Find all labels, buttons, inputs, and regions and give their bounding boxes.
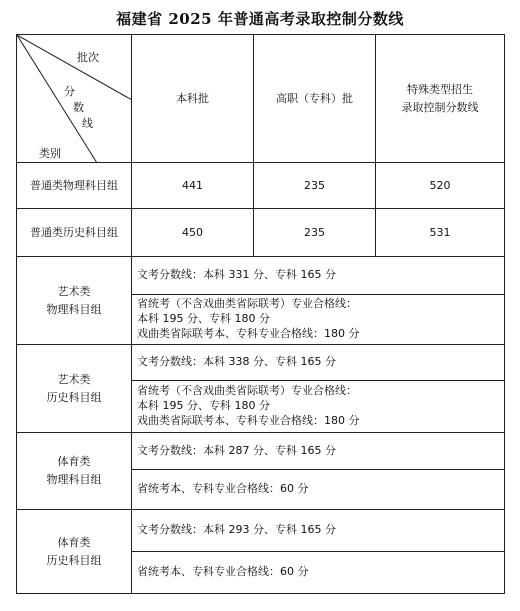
header-row [17,35,505,163]
table-row [17,163,505,209]
table-row [17,345,505,381]
prof-line: 省统考（不含戏曲类省际联考）专业合格线： [137,384,357,398]
header-benke: 本科批 [132,35,254,163]
special-category-line1: 艺术类 [57,284,91,298]
professional-score-line: 省统考本、专科专业合格线：60 分 [132,470,505,510]
diag-label-batch: 批次 [77,51,99,64]
row-category: 普通类物理科目组 [17,163,132,209]
header-teshu [376,35,505,163]
header-teshu-line1: 特殊类型招生 [407,82,473,96]
professional-score-lines [132,381,505,433]
culture-score-line: 文考分数线：本科 331 分、专科 165 分 [132,257,505,295]
prof-line: 本科 195 分、专科 180 分 [137,399,270,413]
prof-line: 本科 195 分、专科 180 分 [137,312,270,326]
special-category-line1: 艺术类 [57,372,91,386]
diag-label-fen: 分 [64,85,75,98]
special-category-line2: 历史科目组 [46,553,102,567]
table-row [17,257,505,295]
special-category-line1: 体育类 [57,535,91,549]
special-category [17,510,132,594]
special-category [17,433,132,510]
special-category-line1: 体育类 [57,455,91,469]
culture-score-line: 文考分数线：本科 287 分、专科 165 分 [132,433,505,470]
row-category: 普通类历史科目组 [17,209,132,257]
diag-label-xian: 线 [82,117,93,130]
row-teshu-score: 531 [376,209,505,257]
prof-line: 戏曲类省际联考本、专科专业合格线：180 分 [137,326,360,340]
special-category-line2: 物理科目组 [46,473,102,486]
diag-label-shu: 数 [73,101,84,114]
page-title: 福建省 2025 年普通高考录取控制分数线 [116,10,404,28]
row-gaozhi-score: 235 [254,163,376,209]
culture-score-line: 文考分数线：本科 338 分、专科 165 分 [132,345,505,381]
score-table [16,34,505,594]
row-benke-score: 450 [132,209,254,257]
prof-line: 戏曲类省际联考本、专科专业合格线：180 分 [137,413,360,427]
header-teshu-line2: 录取控制分数线 [401,100,479,114]
professional-score-line: 省统考本、专科专业合格线：60 分 [132,552,505,594]
special-category-line2: 历史科目组 [46,390,102,404]
row-gaozhi-score: 235 [254,209,376,257]
special-category [17,257,132,345]
header-gaozhi: 高职（专科）批 [254,35,376,163]
row-teshu-score: 520 [376,163,505,209]
table-row [17,209,505,257]
table-row [17,510,505,552]
professional-score-lines [132,295,505,345]
culture-score-line: 文考分数线：本科 293 分、专科 165 分 [132,510,505,552]
prof-line: 省统考（不含戏曲类省际联考）专业合格线： [137,297,357,311]
special-category-line2: 物理科目组 [46,302,102,316]
table-row [17,433,505,470]
special-category [17,345,132,433]
diag-label-category: 类别 [39,147,61,160]
diagonal-header-cell [17,35,132,163]
row-benke-score: 441 [132,163,254,209]
